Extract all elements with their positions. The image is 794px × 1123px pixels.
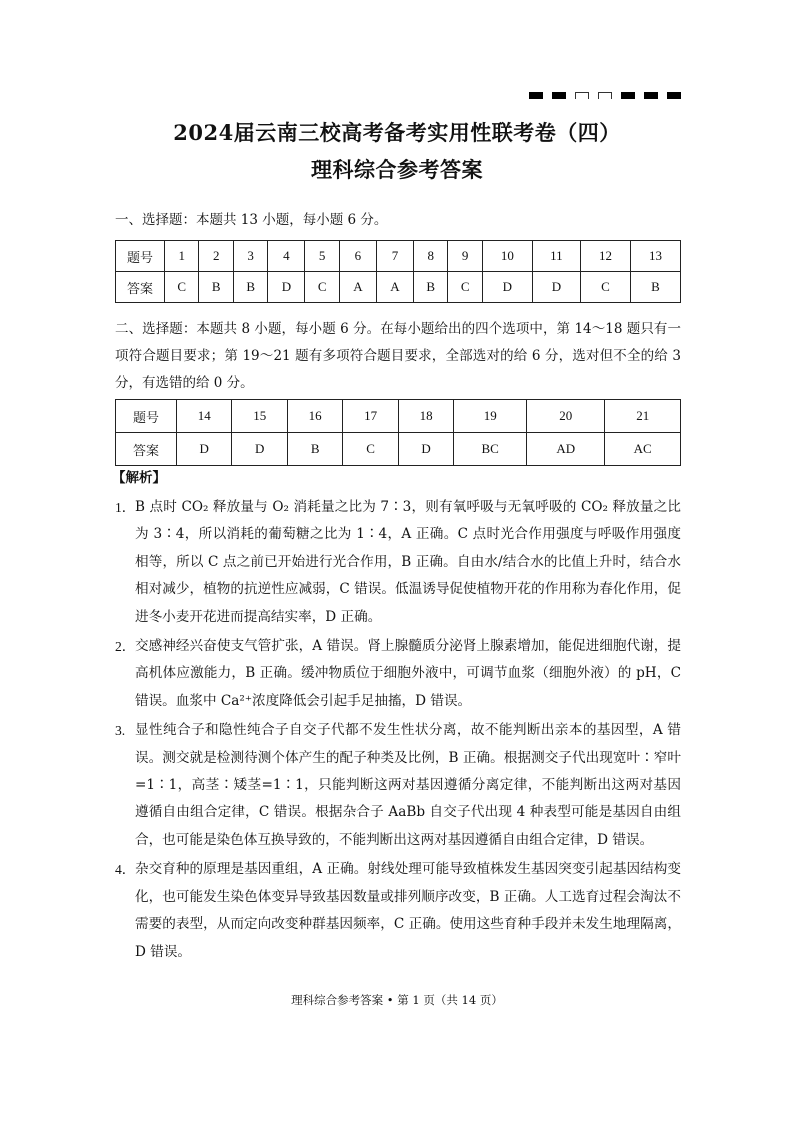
analysis-list: [115, 494, 681, 968]
question-number-cell: 14: [177, 400, 232, 433]
section2-answer-table: [115, 399, 681, 466]
question-number-cell: 16: [287, 400, 342, 433]
table-row-answers: [116, 272, 681, 303]
answer-cell: B: [413, 272, 447, 303]
answer-cell: B: [199, 272, 233, 303]
answer-cell: D: [177, 433, 232, 466]
row-label: 答案: [116, 433, 177, 466]
section2-heading: 二、选择题：本题共 8 小题，每小题 6 分。在每小题给出的四个选项中，第 14～18 题只有一项符合题目要求；第 19～21 题有多项符合题目要求，全部选对的给 6 分，选对但不全的给 3 分，有选错的给 0 分。: [115, 321, 681, 391]
analysis-item: [115, 633, 681, 715]
item-text: B 点时 CO₂ 释放量与 O₂ 消耗量之比为 7∶3，则有氧呼吸与无氧呼吸的 CO₂ 释放量之比为 3∶4，所以消耗的葡萄糖之比为 1∶4，A 正确。C 点时光合作用强度与呼吸作用强度相等，所以 C 点之前已开始进行光合作用，B 正确。自由水/结合水的比值上升时，结合水相对减少，植物的抗逆性应减弱，C 错误。低温诱导促使植物开花的作用称为春化作用，促进冬小麦开花进而提高结实率，D 正确。: [135, 499, 681, 625]
header-marks: [529, 92, 681, 99]
answer-cell: A: [376, 272, 413, 303]
section1-heading: 一、选择题：本题共 13 小题，每小题 6 分。: [115, 212, 388, 228]
analysis-item: [115, 494, 681, 631]
filled-mark: [552, 92, 566, 99]
answer-cell: C: [581, 272, 631, 303]
question-number-cell: 21: [605, 400, 681, 433]
answer-cell: C: [448, 272, 482, 303]
question-number-cell: 12: [581, 241, 631, 272]
page-title: 2024届云南三校高考备考实用性联考卷（四）: [173, 120, 621, 145]
answer-cell: B: [233, 272, 267, 303]
answer-cell: C: [305, 272, 339, 303]
answer-cell: AD: [527, 433, 605, 466]
row-label: 题号: [116, 400, 177, 433]
question-number-cell: 7: [376, 241, 413, 272]
question-number-cell: 15: [232, 400, 287, 433]
answer-cell: BC: [454, 433, 527, 466]
item-number: 1．: [115, 500, 136, 515]
table-row-numbers: [116, 400, 681, 433]
answer-cell: D: [268, 272, 305, 303]
question-number-cell: 6: [339, 241, 376, 272]
answer-cell: B: [630, 272, 680, 303]
question-number-cell: 18: [398, 400, 453, 433]
open-mark: [598, 92, 612, 99]
question-number-cell: 2: [199, 241, 233, 272]
table-row-answers: [116, 433, 681, 466]
question-number-cell: 13: [630, 241, 680, 272]
question-number-cell: 17: [343, 400, 398, 433]
answer-cell: D: [232, 433, 287, 466]
page-footer: 理科综合参考答案 • 第 1 页（共 14 页）: [291, 993, 503, 1007]
answer-cell: D: [482, 272, 532, 303]
question-number-cell: 11: [532, 241, 580, 272]
section1-answer-table: [115, 240, 681, 303]
answer-cell: D: [532, 272, 580, 303]
answer-cell: D: [398, 433, 453, 466]
analysis-heading: 【解析】: [112, 470, 166, 486]
question-number-cell: 5: [305, 241, 339, 272]
open-mark: [575, 92, 589, 99]
filled-mark: [644, 92, 658, 99]
question-number-cell: 8: [413, 241, 447, 272]
question-number-cell: 10: [482, 241, 532, 272]
item-number: 2．: [115, 639, 136, 655]
row-label: 题号: [116, 241, 165, 272]
filled-mark: [529, 92, 543, 99]
question-number-cell: 20: [527, 400, 605, 433]
answer-cell: C: [343, 433, 398, 466]
analysis-item: [115, 717, 681, 854]
table-row-numbers: [116, 241, 681, 272]
page-subtitle: 理科综合参考答案: [311, 157, 483, 182]
filled-mark: [621, 92, 635, 99]
row-label: 答案: [116, 272, 165, 303]
filled-mark: [667, 92, 681, 99]
item-number: 4．: [115, 862, 136, 878]
question-number-cell: 9: [448, 241, 482, 272]
answer-cell: B: [287, 433, 342, 466]
item-text: 杂交育种的原理是基因重组，A 正确。射线处理可能导致植株发生基因突变引起基因结构变化，也可能发生染色体变异导致基因数量或排列顺序改变，B 正确。人工选育过程会淘汰不需要的表型，从而定向改变种群基因频率，C 正确。使用这些育种手段并未发生地理隔离，D 错误。: [135, 861, 681, 960]
question-number-cell: 19: [454, 400, 527, 433]
question-number-cell: 1: [165, 241, 199, 272]
question-number-cell: 4: [268, 241, 305, 272]
item-number: 3.: [115, 723, 126, 739]
answer-cell: AC: [605, 433, 681, 466]
answer-cell: A: [339, 272, 376, 303]
item-text: 显性纯合子和隐性纯合子自交子代都不发生性状分离，故不能判断出亲本的基因型，A 错误。测交就是检测待测个体产生的配子种类及比例，B 正确。根据测交子代出现宽叶∶窄叶=1∶1，高茎∶矮茎=1∶1，只能判断这两对基因遵循分离定律，不能判断出这两对基因遵循自由组合定律，C 错误。根据杂合子 AaBb 自交子代出现 4 种表型可能是基因自由组合，也可能是染色体互换导致的，不能判断出这两对基因遵循自由组合定律，D 错误。: [135, 722, 681, 848]
answer-cell: C: [165, 272, 199, 303]
item-text: 交感神经兴奋使支气管扩张，A 错误。肾上腺髓质分泌肾上腺素增加，能促进细胞代谢，提高机体应激能力，B 正确。缓冲物质位于细胞外液中，可调节血浆（细胞外液）的 pH，C 错误。血浆中 Ca²⁺浓度降低会引起手足抽搐，D 错误。: [135, 638, 681, 709]
question-number-cell: 3: [233, 241, 267, 272]
analysis-item: [115, 856, 681, 966]
